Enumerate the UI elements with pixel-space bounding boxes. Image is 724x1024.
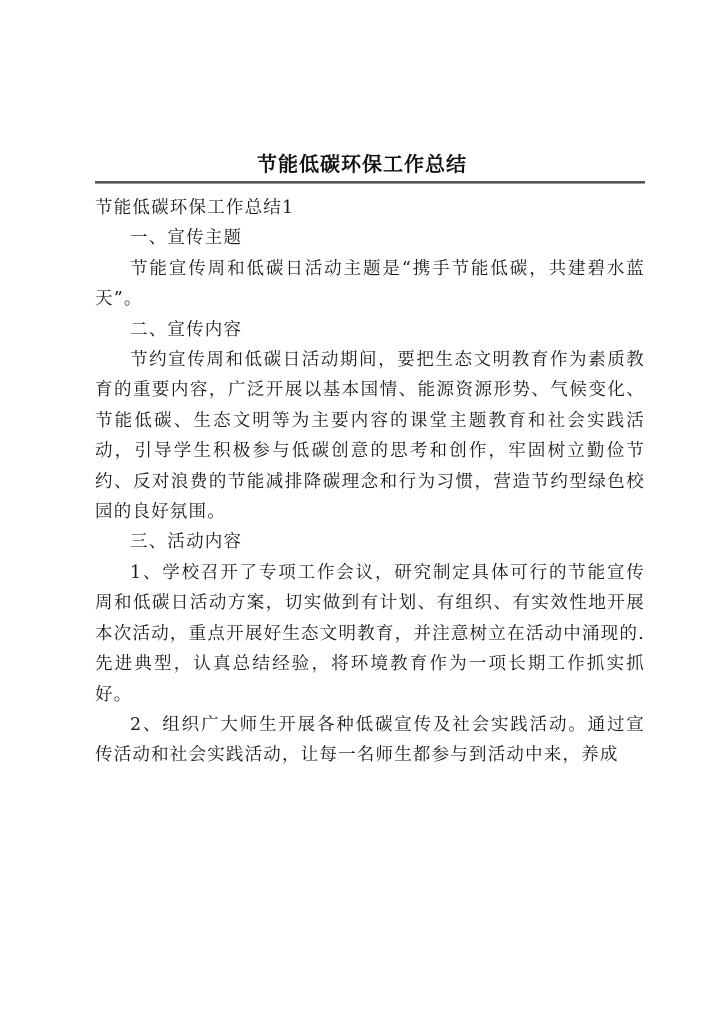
heading-activity-content: 三、活动内容 <box>130 532 243 553</box>
section-subtitle: 节能低碳环保工作总结1 <box>95 198 295 218</box>
document-title: 节能低碳环保工作总结 <box>257 152 467 176</box>
paragraph-activity-1: 1、学校召开了专项工作会议，研究制定具体可行的节能宣传周和低碳日活动方案，切实做到有计划、有组织、有实效性地开展本次活动，重点开展好生态文明教育，并注意树立在活动中涌现的.先进典型，认真总结经验，将环境教育作为一项长期工作抓实抓好。 <box>95 562 645 705</box>
heading-propaganda-theme: 一、宣传主题 <box>130 228 243 249</box>
document-body <box>95 193 645 771</box>
heading-propaganda-content: 二、宣传内容 <box>130 319 243 340</box>
paragraph-content: 节约宣传周和低碳日活动期间，要把生态文明教育作为素质教育的重要内容，广泛开展以基本国情、能源资源形势、气候变化、节能低碳、生态文明等为主要内容的课堂主题教育和社会实践活动，引导学生积极参与低碳创意的思考和创作，牢固树立勤俭节约、反对浪费的节能减排降碳理念和行为习惯，营造节约型绿色校园的良好氛围。 <box>95 350 645 523</box>
paragraph-activity-2: 2、组织广大师生开展各种低碳宣传及社会实践活动。通过宣传活动和社会实践活动，让每一名师生都参与到活动中来，养成 <box>95 714 645 766</box>
title-divider <box>95 181 645 184</box>
paragraph-theme: 节能宣传周和低碳日活动主题是“携手节能低碳，共建碧水蓝天”。 <box>95 258 645 310</box>
